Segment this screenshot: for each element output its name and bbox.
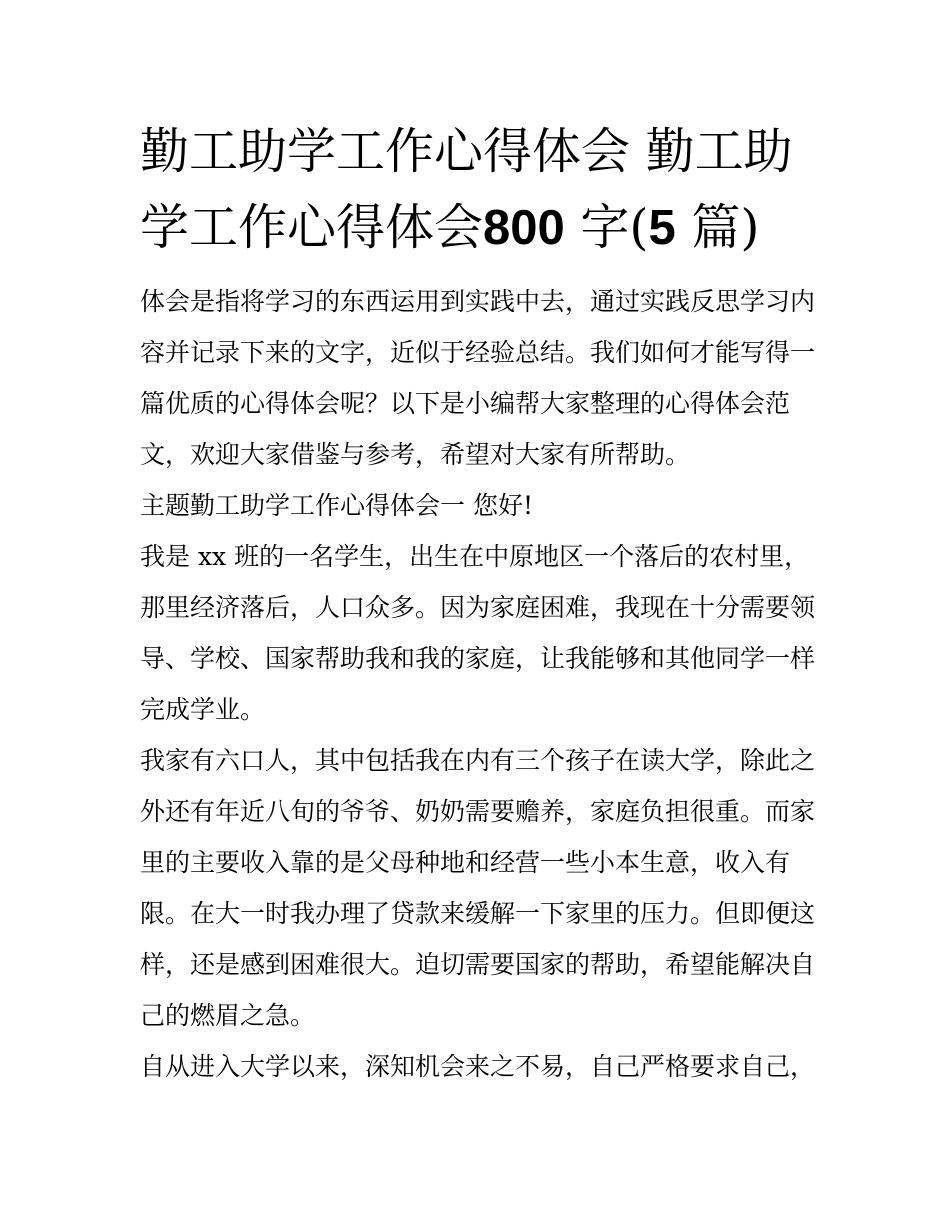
title-number: 800 <box>483 201 565 255</box>
title-text-2: 字( <box>564 199 649 256</box>
title-number-2: 5 <box>648 201 676 255</box>
document-title <box>140 114 830 266</box>
paragraph-background: 我是 xx 班的一名学生，出生在中原地区一个落后的农村里，那里经济落后，人口众多。因为家庭困难，我现在十分需要领导、学校、国家帮助我和我的家庭，让我能够和其他同学一样完成学业。 <box>140 542 816 724</box>
paragraph-family: 我家有六口人，其中包括我在内有三个孩子在读大学，除此之外还有年近八旬的爷爷、奶奶需要赡养，家庭负担很重。而家里的主要收入靠的是父母种地和经营一些小本生意，收入有限。在大一时我办理了贷款来缓解一下家里的压力。但即便这样，还是感到困难很大。迫切需要国家的帮助，希望能解决自己的燃眉之急。 <box>140 746 816 1030</box>
title-text-3: 篇) <box>675 199 760 256</box>
paragraph-university: 自从进入大学以来，深知机会来之不易，自己严格要求自己， <box>140 1052 816 1081</box>
document-body <box>140 276 820 1092</box>
paragraph-intro: 体会是指将学习的东西运用到实践中去，通过实践反思学习内容并记录下来的文字，近似于经验总结。我们如何才能写得一篇优质的心得体会呢？以下是小编帮大家整理的心得体会范文，欢迎大家借鉴与参考，希望对大家有所帮助。 <box>140 287 816 469</box>
paragraph-topic: 主题勤工助学工作心得体会一 您好! <box>140 491 533 520</box>
title-text: 勤工助学工作心得体会 勤工助学工作心得体会 <box>140 123 793 256</box>
